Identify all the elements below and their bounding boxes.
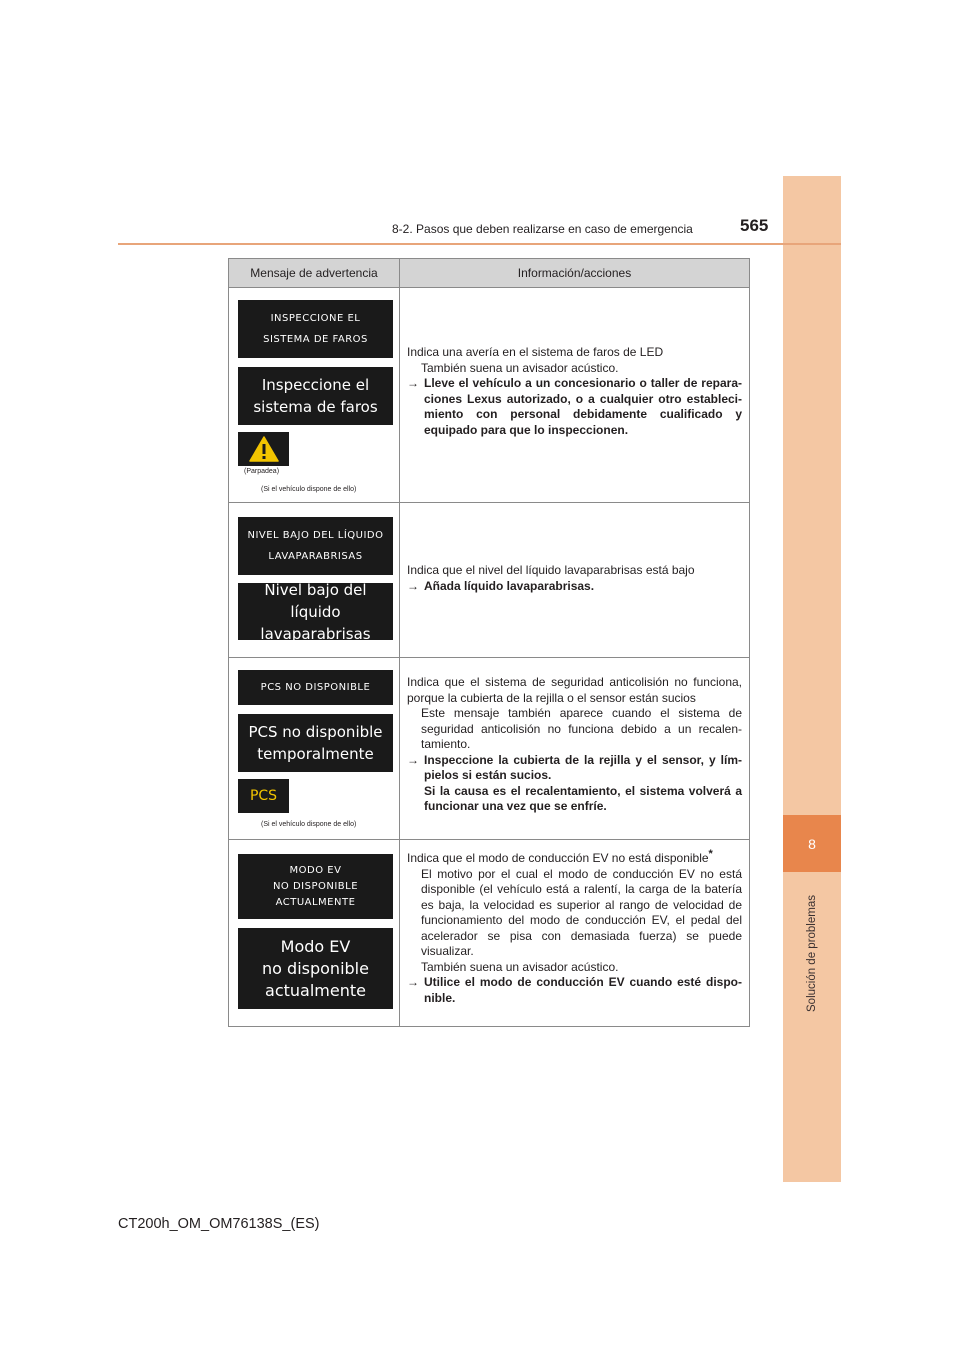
action-text: Utilice el modo de conducción EV cuando esté dispo-nible. [424, 975, 742, 1005]
table-row [229, 503, 749, 657]
warning-triangle-icon-svg [249, 436, 279, 462]
message-line: sistema de faros [253, 398, 378, 416]
arrow-icon: → [407, 975, 419, 989]
display-message-mixedcase [238, 580, 393, 643]
column-header-message: Mensaje de advertencia [250, 266, 378, 280]
chapter-number: 8 [808, 835, 816, 852]
message-line: actualmente [265, 980, 366, 1000]
header-rule [118, 243, 841, 245]
chapter-title-tab [783, 878, 841, 1028]
action [407, 376, 742, 438]
description-text: Indica que el modo de conducción EV no está disponible [407, 851, 709, 865]
display-message-uppercase [238, 854, 393, 919]
chapter-number-tab[interactable] [783, 815, 841, 872]
table-row [229, 840, 749, 1026]
note: Este mensaje también aparece cuando el sistema de seguridad anticolisión no funciona debido a un recalen-tamiento. [421, 706, 742, 751]
info-actions [407, 345, 742, 438]
message-line: MODO EV [289, 864, 342, 876]
availability-note: (Si el vehículo dispone de ello) [261, 821, 357, 828]
table-header [229, 259, 749, 288]
message-line: PCS no disponible [248, 723, 383, 741]
footnote-asterisk: * [708, 848, 713, 860]
arrow-icon: → [407, 578, 419, 593]
arrow-icon: → [407, 752, 419, 767]
description: Indica que el sistema de seguridad anticolisión no funciona, porque la cubierta de la rejilla o el sensor están sucios [407, 675, 742, 705]
message-line: Nivel bajo del líquido [264, 580, 367, 621]
side-tab-strip [783, 176, 841, 1182]
document-code: CT200h_OM_OM76138S_(ES) [118, 1216, 320, 1232]
chapter-title: Solución de problemas [806, 894, 818, 1012]
description [407, 848, 742, 867]
display-message-uppercase [238, 517, 393, 575]
page-number: 565 [740, 216, 769, 235]
message-line: NO DISPONIBLE [272, 880, 359, 892]
message-line: lavaparabrisas [260, 624, 371, 643]
note: El motivo por el cual el modo de conducción EV no está disponible (el vehículo está a ralentí, la carga de la batería es baja, la velocidad es superior al rango de velocidad de funcionamiento del modo de conducción EV, el pedal del acelerador se pisa con demasiada fuerza) se puede visualizar. [421, 866, 742, 958]
message-line: PCS NO DISPONIBLE [260, 682, 371, 693]
table-row [229, 658, 749, 839]
message-line: INSPECCIONE EL [270, 313, 361, 324]
info-actions [407, 563, 742, 594]
description: Indica una avería en el sistema de faros de LED [407, 345, 664, 359]
warning-triangle-icon [238, 432, 289, 466]
message-line: Inspeccione el [261, 376, 370, 394]
note-sound: También suena un avisador acústico. [421, 959, 619, 974]
message-line: no disponible [262, 958, 369, 978]
display-message-mixedcase [238, 928, 393, 1009]
section-header: 8-2. Pasos que deben realizarse en caso de emergencia [392, 222, 693, 236]
action-text: Añada líquido lavaparabrisas. [424, 578, 595, 593]
display-message-uppercase [238, 670, 393, 705]
action-text: Lleve el vehículo a un concesionario o taller de repara-ciones Lexus autorizado, o a cualquier otro estableci-miento con personal debidamente cualificado y equipado para que lo inspeccionen. [424, 376, 742, 437]
column-header-info: Información/acciones [517, 266, 632, 280]
message-line: temporalmente [257, 745, 374, 763]
info-actions [407, 848, 742, 1006]
message-line: LAVAPARABRISAS [268, 551, 363, 562]
info-actions [407, 675, 742, 815]
action [407, 753, 742, 784]
table-row [229, 287, 749, 502]
availability-note: (Si el vehículo dispone de ello) [261, 486, 357, 493]
description: Indica que el nivel del líquido lavaparabrisas está bajo [407, 563, 695, 577]
action-continued: Si la causa es el recalentamiento, el sistema volverá a funcionar una vez que se enfríe. [424, 783, 742, 813]
arrow-icon: → [407, 376, 419, 390]
blink-note: (Parpadea) [244, 468, 280, 475]
note: También suena un avisador acústico. [421, 360, 619, 375]
action-text: Inspeccione la cubierta de la rejilla y el sensor, y lím-pielos si están sucios. [424, 752, 742, 782]
message-line: SISTEMA DE FAROS [263, 334, 368, 345]
pcs-warning-icon: PCS [238, 779, 289, 813]
message-line: NIVEL BAJO DEL LÍQUIDO [247, 530, 384, 541]
display-message-mixedcase [238, 714, 393, 772]
message-line: ACTUALMENTE [275, 896, 356, 908]
warning-message-table [228, 258, 750, 1027]
display-message-mixedcase [238, 367, 393, 425]
action [407, 975, 742, 1006]
display-message-uppercase [238, 300, 393, 358]
action [407, 579, 742, 595]
message-line: Modo EV [280, 936, 351, 956]
